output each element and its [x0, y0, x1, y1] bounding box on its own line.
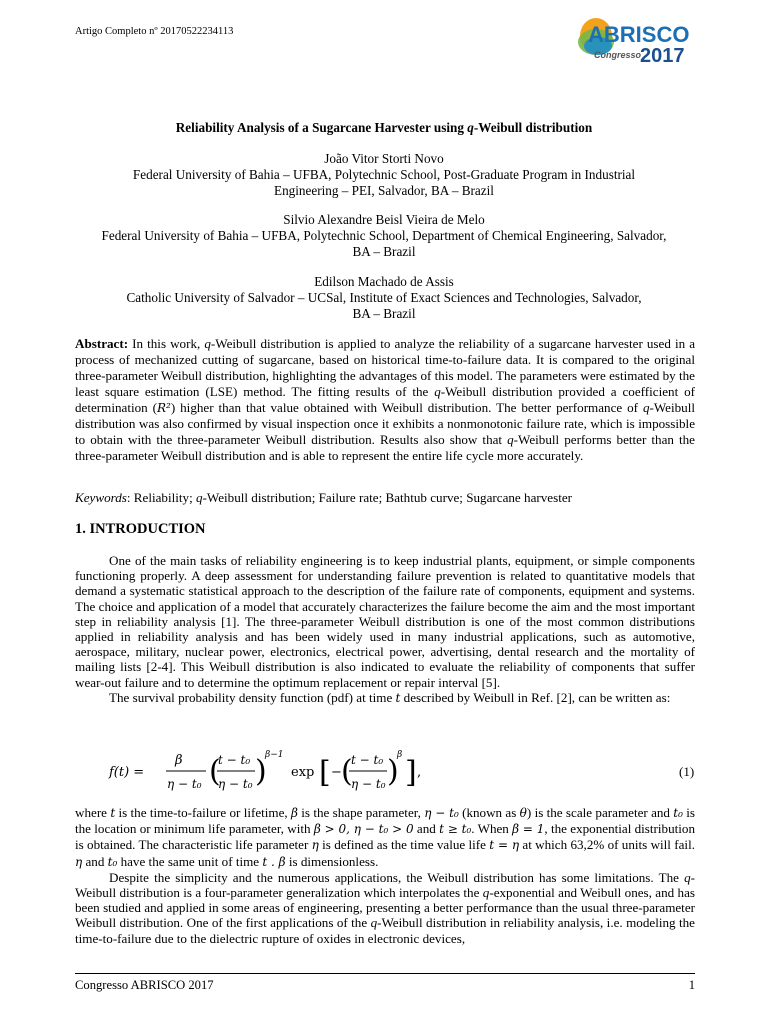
author-block-2 [75, 212, 693, 260]
author-affiliation: Federal University of Bahia – UFBA, Polytechnic School, Department of Chemical Engineering, Salvador, [101, 228, 667, 243]
abstract: Abstract: In this work, q-Weibull distribution is applied to analyze the reliability of a sugarcane harvester used in a process of mechanized cutting of sugarcane, based on historical time-to-failure data. It is compared to the original three-parameter Weibull distribution, highlighting the advantages of this model. The parameters were estimated by the least square estimation (LSE) method. The fitting results of the q-Weibull distribution provided a coefficient of determination (R²) higher than that value obtained with Weibull distribution. The better performance of q-Weibull distribution was also confirmed by visual inspection once it exhibits a nonmonotonic failure rate, which is impossible to obtain with the three-parameter Weibull distribution. Results also show that q-Weibull performs better than the three-parameter Weibull distribution and is able to represent the entire life cycle more accurately. [75, 336, 696, 463]
section-heading: 1. INTRODUCTION [75, 521, 206, 537]
introduction-text [75, 553, 695, 706]
eq-lhs: f(t) = [109, 765, 145, 780]
svg-text:−: − [331, 765, 342, 780]
eq-den1: η − t₀ [167, 777, 202, 791]
svg-text:]: ] [405, 755, 417, 790]
eq-number: (1) [679, 764, 695, 779]
svg-text:Congresso: Congresso [594, 50, 642, 60]
svg-text:ABRISCO: ABRISCO [588, 22, 690, 47]
abrisco-logo [574, 12, 698, 68]
author-affiliation: Catholic University of Salvador – UCSal, Institute of Exact Sciences and Technologies, Salvador, [126, 290, 642, 305]
author-affiliation: Federal University of Bahia – UFBA, Polytechnic School, Post-Graduate Program in Industrial [132, 167, 636, 182]
author-name: João Vitor Storti Novo [324, 151, 444, 166]
svg-text:t − t₀: t − t₀ [351, 753, 384, 767]
author-affiliation: Engineering – PEI, Salvador, BA – Brazil [274, 183, 494, 198]
author-name: Edilson Machado de Assis [314, 274, 454, 289]
svg-text:2017: 2017 [640, 45, 685, 67]
eq-den2: η − t₀ [218, 777, 253, 791]
paragraph: One of the main tasks of reliability engineering is to keep industrial plants, equipment, or simple components functioning properly. A deep assessment for understanding failure prevention is related to quantitative models that demand a systematic statistical approach to the description of the failure rate of components, equipment and systems. The choice and application of a model that accurately characterizes the failure become the aim and the most important step in reliability analysis [1]. The three-parameter Weibull distribution is one of the most common distributions applied in reliability analysis and has been widely used in many industrial applications, such as automotive, aerospace, military, nuclear power, electronics, electrical power, advertising, dental research and the mortality of mailing lists [2-4]. This Weibull distribution is also indicated to evaluate the reliability of components that suffer wear-out failure and to determine the optimum replacement or repair interval [5]. [75, 553, 695, 690]
svg-text:): ) [255, 754, 267, 789]
paragraph: where t is the time-to-failure or lifetime, β is the shape parameter, η − t₀ (known as θ) is the scale parameter and t₀ is the location or minimum life parameter, with β > 0, η − t₀ > 0 and t ≥ t₀. When β = 1, the exponential distribution is obtained. The characteristic life parameter η is defined as the time value life t = η at which 63,2% of units will fail. η and t₀ have the same unit of time t . β is dimensionless. [75, 805, 696, 869]
abstract-label: Abstract: [75, 336, 129, 351]
footer-rule [75, 973, 695, 974]
author-name: Silvio Alexandre Beisl Vieira de Melo [283, 212, 485, 227]
equation-1 [75, 744, 695, 802]
abrisco-logo-graphic [574, 12, 698, 68]
eq-num2: t − t₀ [218, 753, 251, 767]
svg-text:β: β [397, 750, 403, 760]
author-block-3 [75, 274, 693, 322]
author-affiliation: BA – Brazil [352, 306, 416, 321]
paragraph: Despite the simplicity and the numerous applications, the Weibull distribution has some limitations. The q-Weibull distribution is a four-parameter generalization which interpolates the q-exponential and Weibull ones, and has been studied and applied in some areas of engineering, presenting a better performance than the usual three-parameter Weibull distribution. One of the first applications of the q-Weibull distribution in reliability analysis, i.e. modeling the time-to-failure due to the dielectric rupture of oxides in electronic devices, [75, 869, 695, 946]
eq-exp: exp [291, 765, 315, 780]
author-block-1 [75, 151, 693, 199]
footer-conference: Congresso ABRISCO 2017 [75, 978, 214, 992]
paragraph: The survival probability density function (pdf) at time t described by Weibull in Ref. [2], can be written as: [109, 689, 671, 705]
author-affiliation: BA – Brazil [352, 244, 416, 259]
article-number: Artigo Completo nº 20170522234113 [75, 26, 234, 37]
svg-text:(: ( [209, 754, 221, 789]
keywords: Keywords: Reliability; q-Weibull distribution; Failure rate; Bathtub curve; Sugarcane harvester [75, 490, 573, 505]
eq-beta: β [175, 753, 183, 768]
svg-text:,: , [417, 765, 422, 780]
svg-text:): ) [387, 754, 399, 789]
svg-text:η − t₀: η − t₀ [351, 777, 386, 791]
page-number: 1 [688, 978, 695, 992]
svg-text:(: ( [341, 754, 353, 789]
keywords-label: Keywords [75, 490, 127, 505]
eq-power: β−1 [265, 750, 284, 760]
body-text [75, 805, 695, 946]
svg-text:[: [ [319, 755, 331, 790]
paper-title: Reliability Analysis of a Sugarcane Harvester using q-Weibull distribution [175, 120, 593, 135]
